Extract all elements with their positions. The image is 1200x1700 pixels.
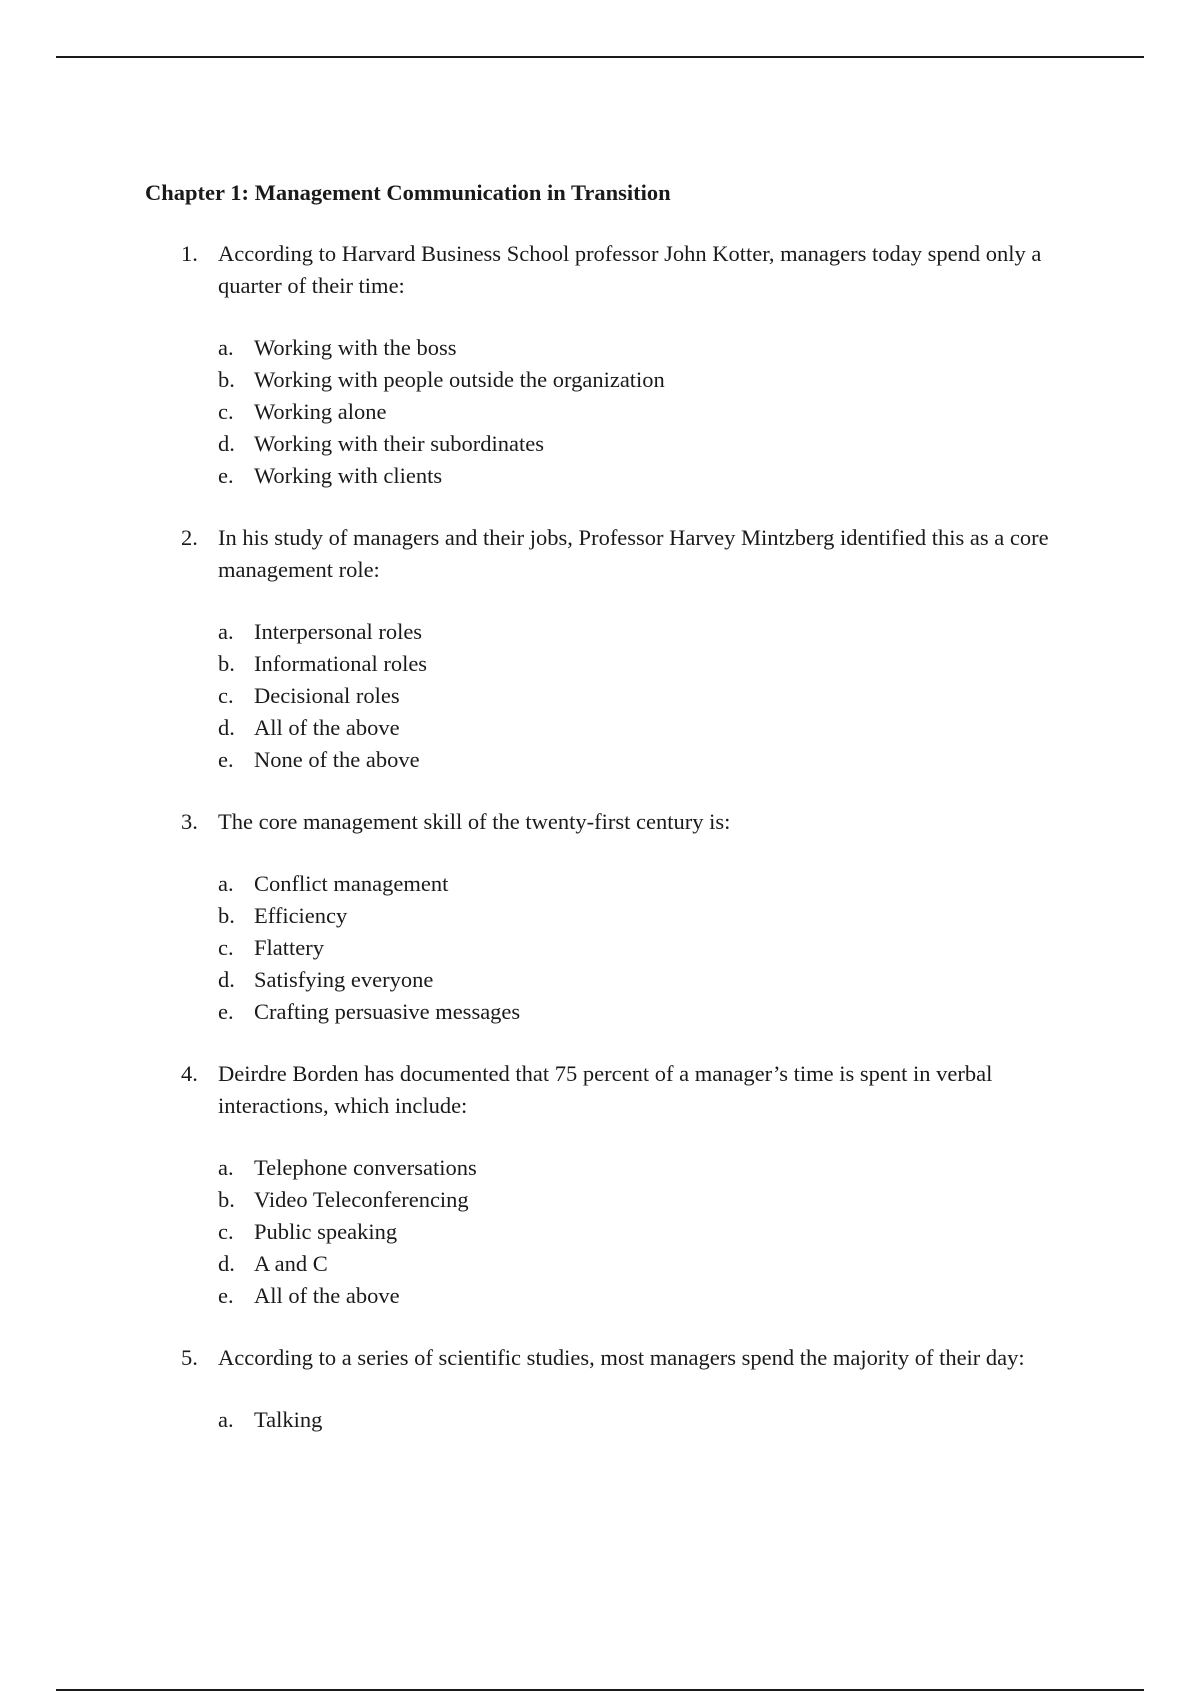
- question-4: [145, 1058, 1105, 1312]
- answer-option: [145, 744, 1105, 776]
- option-text: Flattery: [254, 935, 324, 960]
- answer-option: [145, 1184, 1105, 1216]
- option-text: Conflict management: [254, 871, 449, 896]
- option-text: All of the above: [254, 1283, 400, 1308]
- question-number: 4.: [181, 1061, 198, 1086]
- option-letter: d.: [218, 715, 235, 740]
- bottom-rule: [56, 1689, 1144, 1691]
- question-number: 2.: [181, 525, 198, 550]
- option-text: Working with their subordinates: [254, 431, 545, 456]
- option-letter: c.: [218, 1219, 234, 1244]
- option-letter: e.: [218, 747, 234, 772]
- option-text: Working alone: [254, 399, 387, 424]
- answer-option: [145, 1404, 1105, 1436]
- answer-options: [145, 1404, 1105, 1436]
- answer-option: [145, 712, 1105, 744]
- answer-option: [145, 996, 1105, 1028]
- answer-option: [145, 460, 1105, 492]
- answer-option: [145, 900, 1105, 932]
- question-stem: [145, 522, 1105, 586]
- answer-option: [145, 396, 1105, 428]
- question-text: According to Harvard Business School professor John Kotter, managers today spend only a quarter of their time:: [218, 241, 1042, 298]
- option-letter: e.: [218, 463, 234, 488]
- answer-option: [145, 680, 1105, 712]
- option-text: Public speaking: [254, 1219, 398, 1244]
- option-letter: a.: [218, 335, 234, 360]
- option-text: Decisional roles: [254, 683, 400, 708]
- option-letter: e.: [218, 1283, 234, 1308]
- option-letter: c.: [218, 683, 234, 708]
- option-text: Informational roles: [254, 651, 428, 676]
- answer-option: [145, 1248, 1105, 1280]
- option-letter: d.: [218, 967, 235, 992]
- option-text: Talking: [254, 1407, 323, 1432]
- question-number: 1.: [181, 241, 198, 266]
- answer-option: [145, 964, 1105, 996]
- answer-option: [145, 616, 1105, 648]
- answer-options: [145, 1152, 1105, 1312]
- option-text: Satisfying everyone: [254, 967, 434, 992]
- option-text: All of the above: [254, 715, 400, 740]
- option-letter: c.: [218, 935, 234, 960]
- option-letter: a.: [218, 1155, 234, 1180]
- option-text: Working with clients: [254, 463, 443, 488]
- option-text: Telephone conversations: [254, 1155, 477, 1180]
- option-letter: b.: [218, 903, 235, 928]
- question-text: According to a series of scientific studies, most managers spend the majority of their day:: [218, 1345, 1025, 1370]
- top-rule: [56, 56, 1144, 58]
- question-number: 3.: [181, 809, 198, 834]
- answer-options: [145, 868, 1105, 1028]
- question-stem: [145, 806, 1105, 838]
- answer-option: [145, 1216, 1105, 1248]
- option-text: Crafting persuasive messages: [254, 999, 521, 1024]
- answer-option: [145, 1280, 1105, 1312]
- answer-options: [145, 332, 1105, 492]
- question-text: In his study of managers and their jobs, Professor Harvey Mintzberg identified this as a core management role:: [218, 525, 1049, 582]
- option-letter: d.: [218, 431, 235, 456]
- option-text: None of the above: [254, 747, 420, 772]
- option-text: Efficiency: [254, 903, 348, 928]
- option-text: Interpersonal roles: [254, 619, 423, 644]
- answer-option: [145, 332, 1105, 364]
- question-stem: [145, 1342, 1105, 1374]
- question-stem: [145, 238, 1105, 302]
- question-3: [145, 806, 1105, 1028]
- option-letter: b.: [218, 651, 235, 676]
- question-number: 5.: [181, 1345, 198, 1370]
- answer-option: [145, 364, 1105, 396]
- option-letter: e.: [218, 999, 234, 1024]
- option-letter: a.: [218, 1407, 234, 1432]
- question-text: Deirdre Borden has documented that 75 percent of a manager’s time is spent in verbal interactions, which include:: [218, 1061, 993, 1118]
- question-2: [145, 522, 1105, 776]
- answer-option: [145, 648, 1105, 680]
- answer-option: [145, 932, 1105, 964]
- question-1: [145, 238, 1105, 492]
- answer-options: [145, 616, 1105, 776]
- option-letter: a.: [218, 619, 234, 644]
- option-letter: b.: [218, 1187, 235, 1212]
- question-text: The core management skill of the twenty-first century is:: [218, 809, 731, 834]
- answer-option: [145, 428, 1105, 460]
- option-letter: d.: [218, 1251, 235, 1276]
- question-5: [145, 1342, 1105, 1436]
- option-text: Working with the boss: [254, 335, 457, 360]
- chapter-title: Chapter 1: Management Communication in Transition: [145, 180, 671, 205]
- option-letter: a.: [218, 871, 234, 896]
- option-letter: b.: [218, 367, 235, 392]
- option-letter: c.: [218, 399, 234, 424]
- option-text: A and C: [254, 1251, 328, 1276]
- option-text: Working with people outside the organization: [254, 367, 665, 392]
- option-text: Video Teleconferencing: [254, 1187, 469, 1212]
- answer-option: [145, 868, 1105, 900]
- question-stem: [145, 1058, 1105, 1122]
- document-body: [145, 178, 1105, 1436]
- answer-option: [145, 1152, 1105, 1184]
